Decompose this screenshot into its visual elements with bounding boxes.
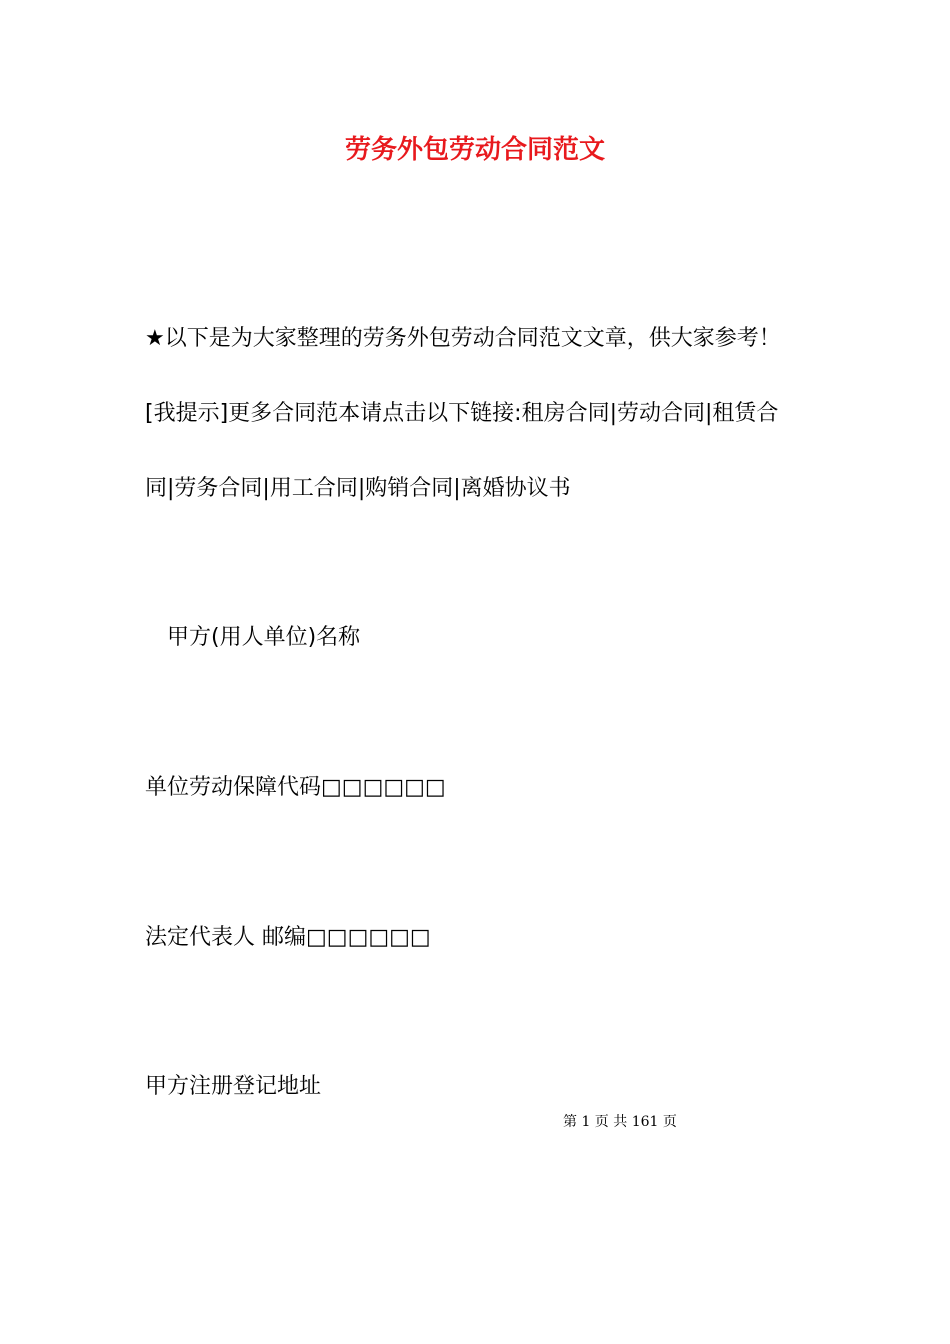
legal-representative-field: 法定代表人 邮编□□□□□□ bbox=[145, 925, 431, 950]
intro-paragraph: ★以下是为大家整理的劳务外包劳动合同范文文章，供大家参考！ bbox=[145, 326, 781, 351]
tip-paragraph-line-1: [我提示]更多合同范本请点击以下链接:租房合同|劳动合同|租赁合 bbox=[145, 401, 779, 426]
party-a-name-field: 甲方(用人单位)名称 bbox=[167, 625, 361, 650]
page-number-footer: 第 1 页 共 161 页 bbox=[563, 1114, 677, 1130]
tip-paragraph-line-2: 同|劳务合同|用工合同|购销合同|离婚协议书 bbox=[145, 476, 571, 501]
page-title: 劳务外包劳动合同范文 bbox=[344, 135, 605, 165]
registered-address-field: 甲方注册登记地址 bbox=[145, 1074, 322, 1099]
labor-security-code-field: 单位劳动保障代码□□□□□□ bbox=[145, 775, 446, 800]
